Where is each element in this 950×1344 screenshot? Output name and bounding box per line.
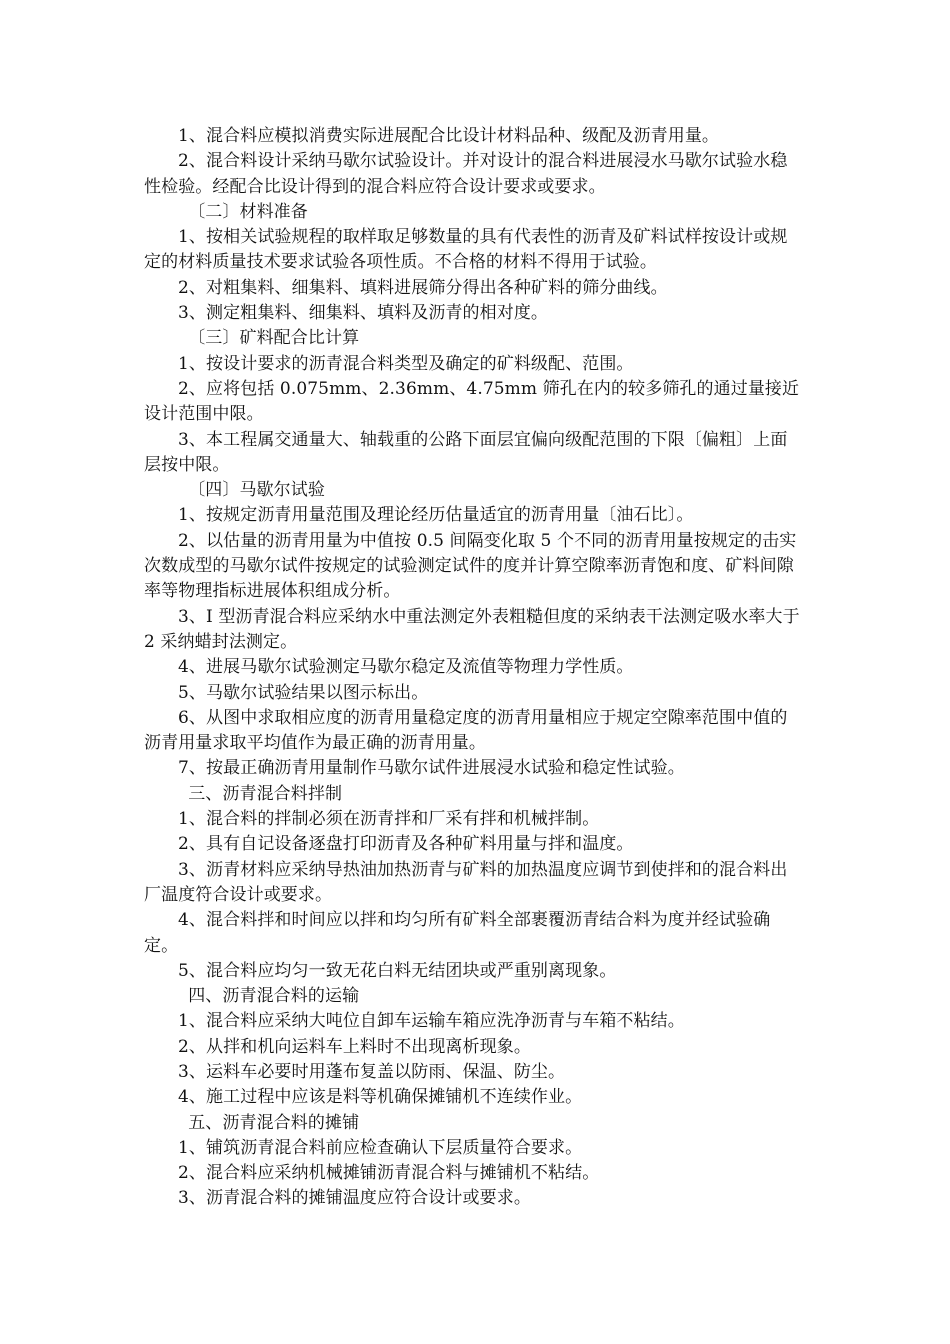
paragraph-mixing-2: 2、具有自记设备逐盘打印沥青及各种矿料用量与拌和温度。 (178, 834, 634, 855)
paragraph-mixing-3: 3、沥青材料应采纳导热油加热沥青与矿料的加热温度应调节到使拌和的混合料出厂温度符合设计或要求。 (144, 859, 788, 905)
paragraph-materials-2: 2、对粗集料、细集料、填料进展筛分得出各种矿料的筛分曲线。 (178, 277, 668, 298)
section-heading-materials: 〔二〕材料准备 (188, 201, 308, 222)
paragraph-marshall-1: 1、按规定沥青用量范围及理论经历估量适宜的沥青用量〔油石比〕。 (178, 505, 694, 526)
section-heading-transport: 四、沥青混合料的运输 (188, 986, 360, 1007)
paragraph-mixing-5: 5、混合料应均匀一致无花白料无结团块或严重别离现象。 (178, 960, 617, 981)
paragraph-materials-3: 3、测定粗集料、细集料、填料及沥青的相对度。 (178, 303, 549, 324)
paragraph-paving-2: 2、混合料应采纳机械摊铺沥青混合料与摊铺机不粘结。 (178, 1163, 600, 1184)
section-heading-mixing: 三、沥青混合料拌制 (188, 783, 343, 804)
section-heading-marshall-test: 〔四〕马歇尔试验 (188, 480, 325, 501)
paragraph-materials-1: 1、按相关试验规程的取样取足够数量的具有代表性的沥青及矿料试样按设计或规定的材料质量技术要求试验各项性质。不合格的材料不得用于试验。 (144, 227, 788, 273)
paragraph-marshall-6: 6、从图中求取相应度的沥青用量稳定度的沥青用量相应于规定空隙率范围中值的沥青用量求取平均值作为最正确的沥青用量。 (144, 707, 788, 754)
document-body (144, 124, 804, 1212)
paragraph-transport-1: 1、混合料应采纳大吨位自卸车运输车箱应洗净沥青与车箱不粘结。 (178, 1011, 685, 1032)
paragraph-mixing-1: 1、混合料的拌制必须在沥青拌和厂采有拌和机械拌制。 (178, 809, 600, 830)
paragraph-mix-design-2: 2、混合料设计采纳马歇尔试验设计。并对设计的混合料进展浸水马歇尔试验水稳性检验。经配合比设计得到的混合料应符合设计要求或要求。 (144, 151, 788, 197)
paragraph-aggregate-3: 3、本工程属交通量大、轴载重的公路下面层宜偏向级配范围的下限〔偏粗〕上面层按中限。 (144, 429, 788, 475)
paragraph-transport-2: 2、从拌和机向运料车上料时不出现离析现象。 (178, 1036, 531, 1057)
paragraph-aggregate-2: 2、应将包括 0.075mm、2.36mm、4.75mm 筛孔在内的较多筛孔的通过量接近设计范围中限。 (144, 378, 800, 425)
paragraph-aggregate-1: 1、按设计要求的沥青混合料类型及确定的矿料级配、范围。 (178, 353, 634, 374)
paragraph-marshall-4: 4、进展马歇尔试验测定马歇尔稳定及流值等物理力学性质。 (178, 657, 634, 678)
paragraph-marshall-2: 2、以估量的沥青用量为中值按 0.5 间隔变化取 5 个不同的沥青用量按规定的击实次数成型的马歇尔试件按规定的试验测定试件的度并计算空隙率沥青饱和度、矿料间隙率等物理指标进展体积组成分析。 (144, 530, 797, 602)
paragraph-transport-4: 4、施工过程中应该是料等机确保摊铺机不连续作业。 (178, 1087, 583, 1108)
paragraph-marshall-7: 7、按最正确沥青用量制作马歇尔试件进展浸水试验和稳定性试验。 (178, 758, 685, 779)
paragraph-marshall-3: 3、I 型沥青混合料应采纳水中重法测定外表粗糙但度的采纳表干法测定吸水率大于 2 采纳蜡封法测定。 (144, 606, 806, 652)
section-heading-aggregate-ratio: 〔三〕矿料配合比计算 (188, 328, 360, 349)
paragraph-mix-design-1: 1、混合料应模拟消费实际进展配合比设计材料品种、级配及沥青用量。 (178, 126, 720, 146)
paragraph-mixing-4: 4、混合料拌和时间应以拌和均匀所有矿料全部裹覆沥青结合料为度并经试验确定。 (144, 910, 771, 956)
paragraph-transport-3: 3、运料车必要时用蓬布复盖以防雨、保温、防尘。 (178, 1061, 566, 1082)
section-heading-paving: 五、沥青混合料的摊铺 (188, 1112, 360, 1133)
paragraph-paving-1: 1、铺筑沥青混合料前应检查确认下层质量符合要求。 (178, 1137, 583, 1158)
paragraph-marshall-5: 5、马歇尔试验结果以图示标出。 (178, 682, 429, 703)
paragraph-paving-3: 3、沥青混合料的摊铺温度应符合设计或要求。 (178, 1188, 531, 1209)
